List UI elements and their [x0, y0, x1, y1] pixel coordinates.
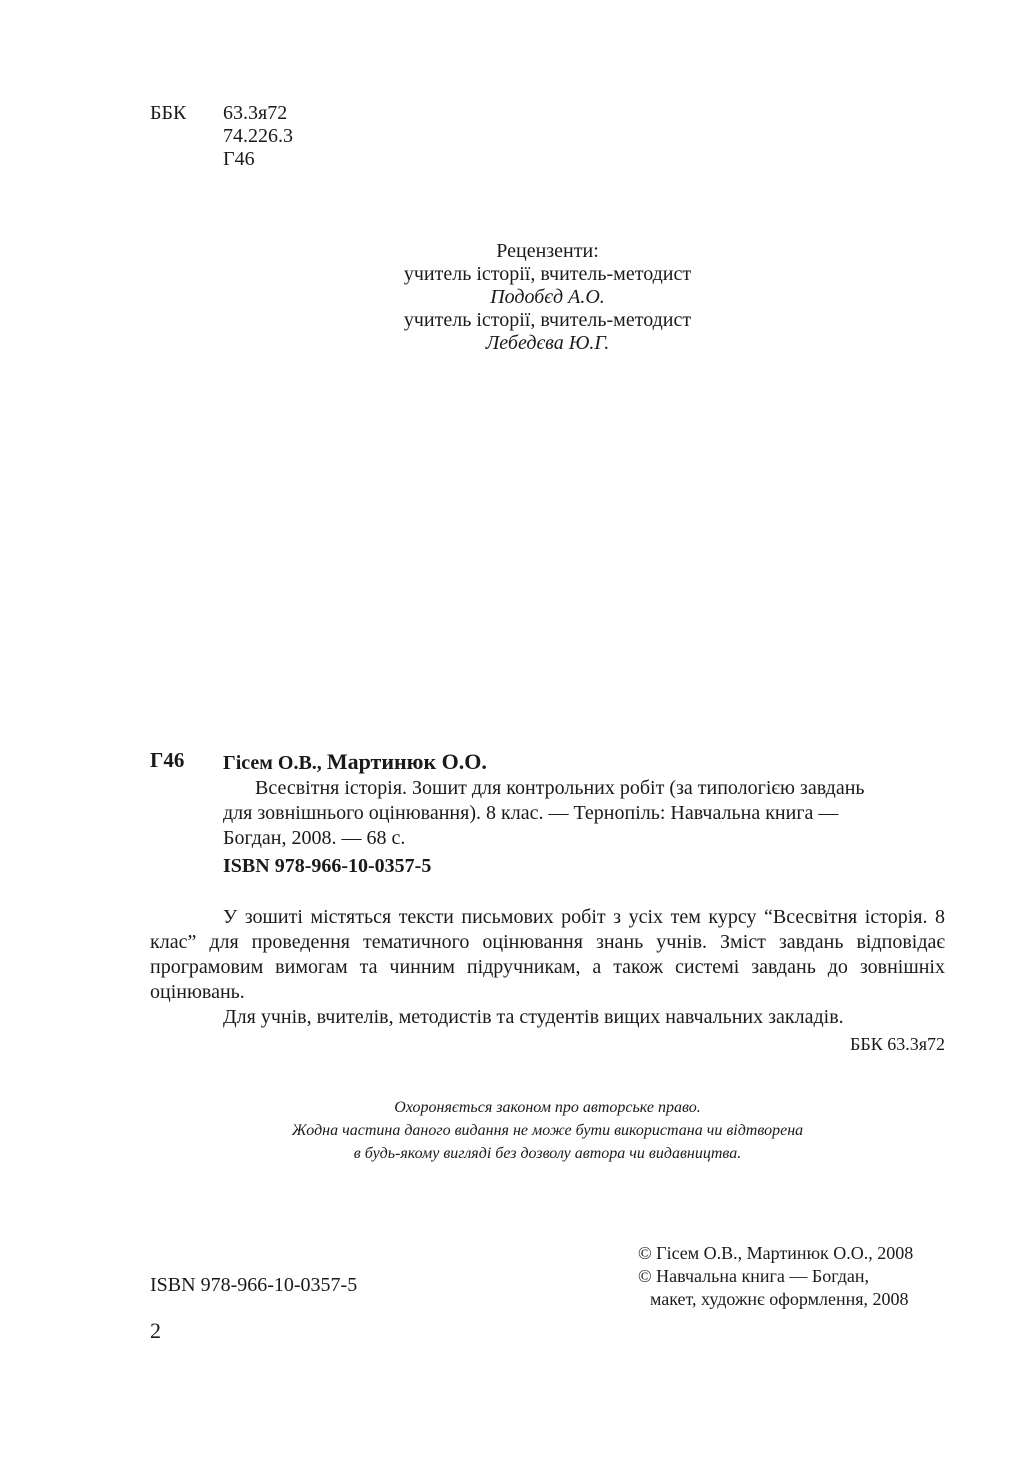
copyright-line: макет, художнє оформлення, 2008: [650, 1289, 909, 1309]
reviewers-block: [300, 240, 795, 355]
reviewer-role: учитель історії, вчитель-методист: [403, 263, 692, 285]
catalog-code: Г46: [150, 748, 185, 772]
annotation-bbk: ББК 63.3я72: [850, 1034, 945, 1054]
annotation: [150, 905, 945, 1030]
notice-line: в будь-якому вигляді без дозволу автора чи видавництва.: [353, 1145, 742, 1162]
reviewer-name: Подобєд А.О.: [490, 286, 605, 308]
bbk-code: Г46: [223, 148, 255, 170]
bbk-label: ББК: [150, 102, 187, 124]
author-first: Гісем О.В.,: [223, 752, 322, 774]
description-line: Всесвітня історія. Зошит для контрольних робіт (за типологією завдань: [255, 777, 865, 799]
copyright-line: © Гісем О.В., Мартинюк О.О., 2008: [638, 1243, 914, 1263]
description-line: для зовнішнього оцінювання). 8 клас. — Тернопіль: Навчальна книга —: [223, 802, 839, 824]
reviewer-role: учитель історії, вчитель-методист: [403, 309, 692, 331]
copyright-notice: [150, 1096, 945, 1165]
bbk-code: 63.3я72: [223, 102, 288, 124]
bbk-codes: [223, 102, 293, 171]
annotation-paragraph: У зошиті містяться тексти письмових робіт з усіх тем курсу “Всесвітня історія. 8 клас” для проведення тематичного оцінювання знань учнів. Зміст завдань відповідає програмовим вимогам та чинним підручникам, а також системі завдань до зовнішніх оцінювань.: [150, 906, 945, 1003]
description-line: Богдан, 2008. — 68 с.: [223, 827, 406, 849]
catalog-description: [223, 776, 945, 851]
reviewers-heading: Рецензенти:: [496, 240, 599, 262]
annotation-paragraph: Для учнів, вчителів, методистів та студентів вищих навчальних закладів.: [223, 1006, 844, 1028]
catalog-authors: [223, 749, 487, 775]
bbk-code: 74.226.3: [223, 125, 293, 147]
author-second: Мартинюк О.О.: [326, 749, 487, 774]
copyright-block: [638, 1242, 913, 1311]
notice-line: Охороняється законом про авторське право.: [394, 1099, 701, 1116]
notice-line: Жодна частина даного видання не може бути використана чи відтворена: [291, 1122, 804, 1139]
reviewer-name: Лебедєва Ю.Г.: [485, 332, 610, 354]
page-number: 2: [150, 1318, 161, 1343]
footer-isbn: ISBN 978-966-10-0357-5: [150, 1274, 358, 1296]
catalog-isbn: ISBN 978-966-10-0357-5: [223, 855, 432, 877]
copyright-line: © Навчальна книга — Богдан,: [638, 1266, 869, 1286]
